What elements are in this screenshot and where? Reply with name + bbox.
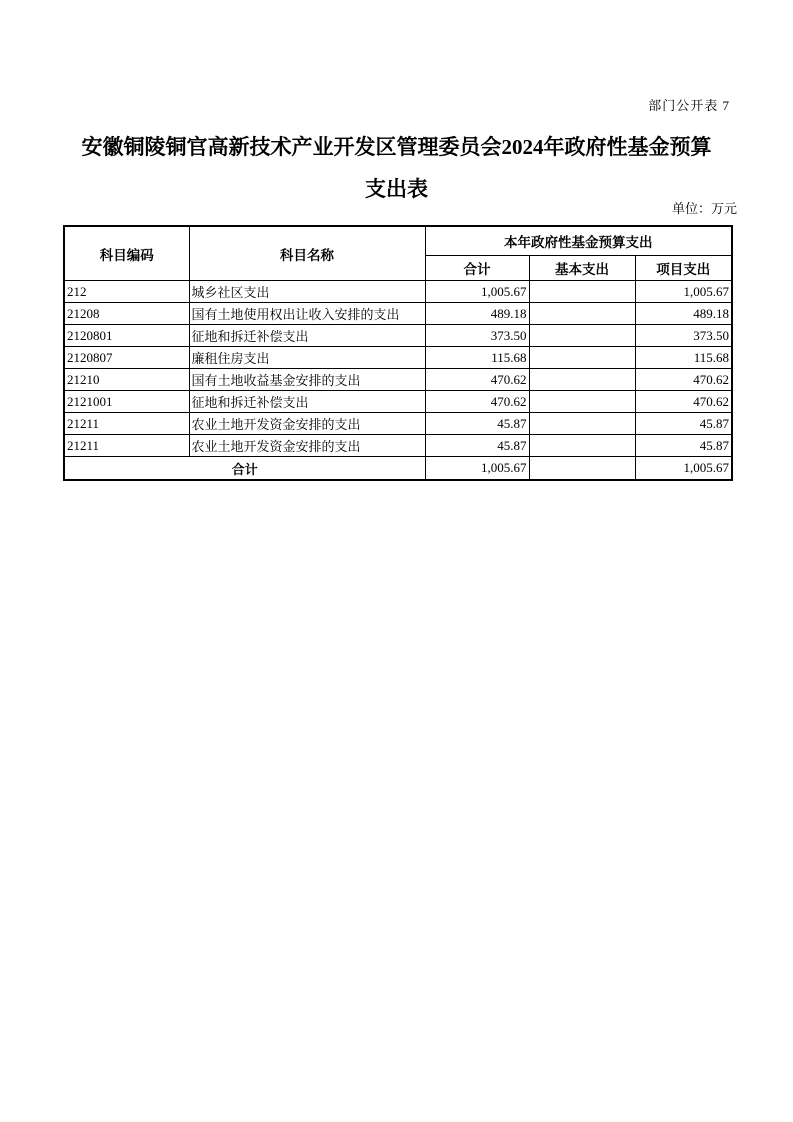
- total-cell: 1,005.67: [425, 457, 529, 481]
- project-cell: 489.18: [635, 303, 732, 325]
- table-row: [64, 413, 732, 435]
- total-cell: 115.68: [425, 347, 529, 369]
- project-cell: 115.68: [635, 347, 732, 369]
- total-cell: 470.62: [425, 391, 529, 413]
- name-cell: 国有土地使用权出让收入安排的支出: [189, 303, 425, 325]
- project-cell: 45.87: [635, 435, 732, 457]
- project-cell: 470.62: [635, 369, 732, 391]
- col-header-basic: 基本支出: [529, 256, 635, 281]
- code-cell: 21210: [64, 369, 189, 391]
- total-cell: 45.87: [425, 435, 529, 457]
- total-label-cell: 合计: [64, 457, 425, 481]
- page-title-line2: 支出表: [365, 177, 428, 201]
- budget-table: [63, 225, 733, 481]
- name-cell: 城乡社区支出: [189, 281, 425, 303]
- project-cell: 1,005.67: [635, 457, 732, 481]
- col-header-group: 本年政府性基金预算支出: [425, 226, 732, 256]
- table-row: [64, 303, 732, 325]
- code-cell: 21211: [64, 413, 189, 435]
- basic-cell: [529, 303, 635, 325]
- table-row: [64, 391, 732, 413]
- table-row: [64, 347, 732, 369]
- project-cell: 1,005.67: [635, 281, 732, 303]
- code-cell: 21208: [64, 303, 189, 325]
- name-cell: 农业土地开发资金安排的支出: [189, 413, 425, 435]
- unit-label: 单位：万元: [671, 201, 737, 216]
- basic-cell: [529, 457, 635, 481]
- name-cell: 廉租住房支出: [189, 347, 425, 369]
- col-header-total: 合计: [425, 256, 529, 281]
- basic-cell: [529, 369, 635, 391]
- corner-label: 部门公开表 7: [648, 98, 730, 113]
- col-header-project: 项目支出: [635, 256, 732, 281]
- name-cell: 征地和拆迁补偿支出: [189, 391, 425, 413]
- table-row: [64, 369, 732, 391]
- name-cell: 国有土地收益基金安排的支出: [189, 369, 425, 391]
- project-cell: 45.87: [635, 413, 732, 435]
- project-cell: 470.62: [635, 391, 732, 413]
- code-cell: 2121001: [64, 391, 189, 413]
- total-cell: 470.62: [425, 369, 529, 391]
- name-cell: 征地和拆迁补偿支出: [189, 325, 425, 347]
- header-row-1: [64, 226, 732, 256]
- table-row: [64, 435, 732, 457]
- page-title: [40, 126, 753, 210]
- project-cell: 373.50: [635, 325, 732, 347]
- page-title-line1: 安徽铜陵铜官高新技术产业开发区管理委员会2024年政府性基金预算: [81, 135, 712, 159]
- total-row: [64, 457, 732, 481]
- col-header-code: 科目编码: [64, 226, 189, 281]
- basic-cell: [529, 281, 635, 303]
- code-cell: 2120801: [64, 325, 189, 347]
- table-row: [64, 281, 732, 303]
- col-header-name: 科目名称: [189, 226, 425, 281]
- basic-cell: [529, 391, 635, 413]
- code-cell: 212: [64, 281, 189, 303]
- basic-cell: [529, 435, 635, 457]
- total-cell: 489.18: [425, 303, 529, 325]
- table-row: [64, 325, 732, 347]
- basic-cell: [529, 347, 635, 369]
- total-cell: 45.87: [425, 413, 529, 435]
- basic-cell: [529, 325, 635, 347]
- name-cell: 农业土地开发资金安排的支出: [189, 435, 425, 457]
- total-cell: 373.50: [425, 325, 529, 347]
- total-cell: 1,005.67: [425, 281, 529, 303]
- code-cell: 21211: [64, 435, 189, 457]
- code-cell: 2120807: [64, 347, 189, 369]
- basic-cell: [529, 413, 635, 435]
